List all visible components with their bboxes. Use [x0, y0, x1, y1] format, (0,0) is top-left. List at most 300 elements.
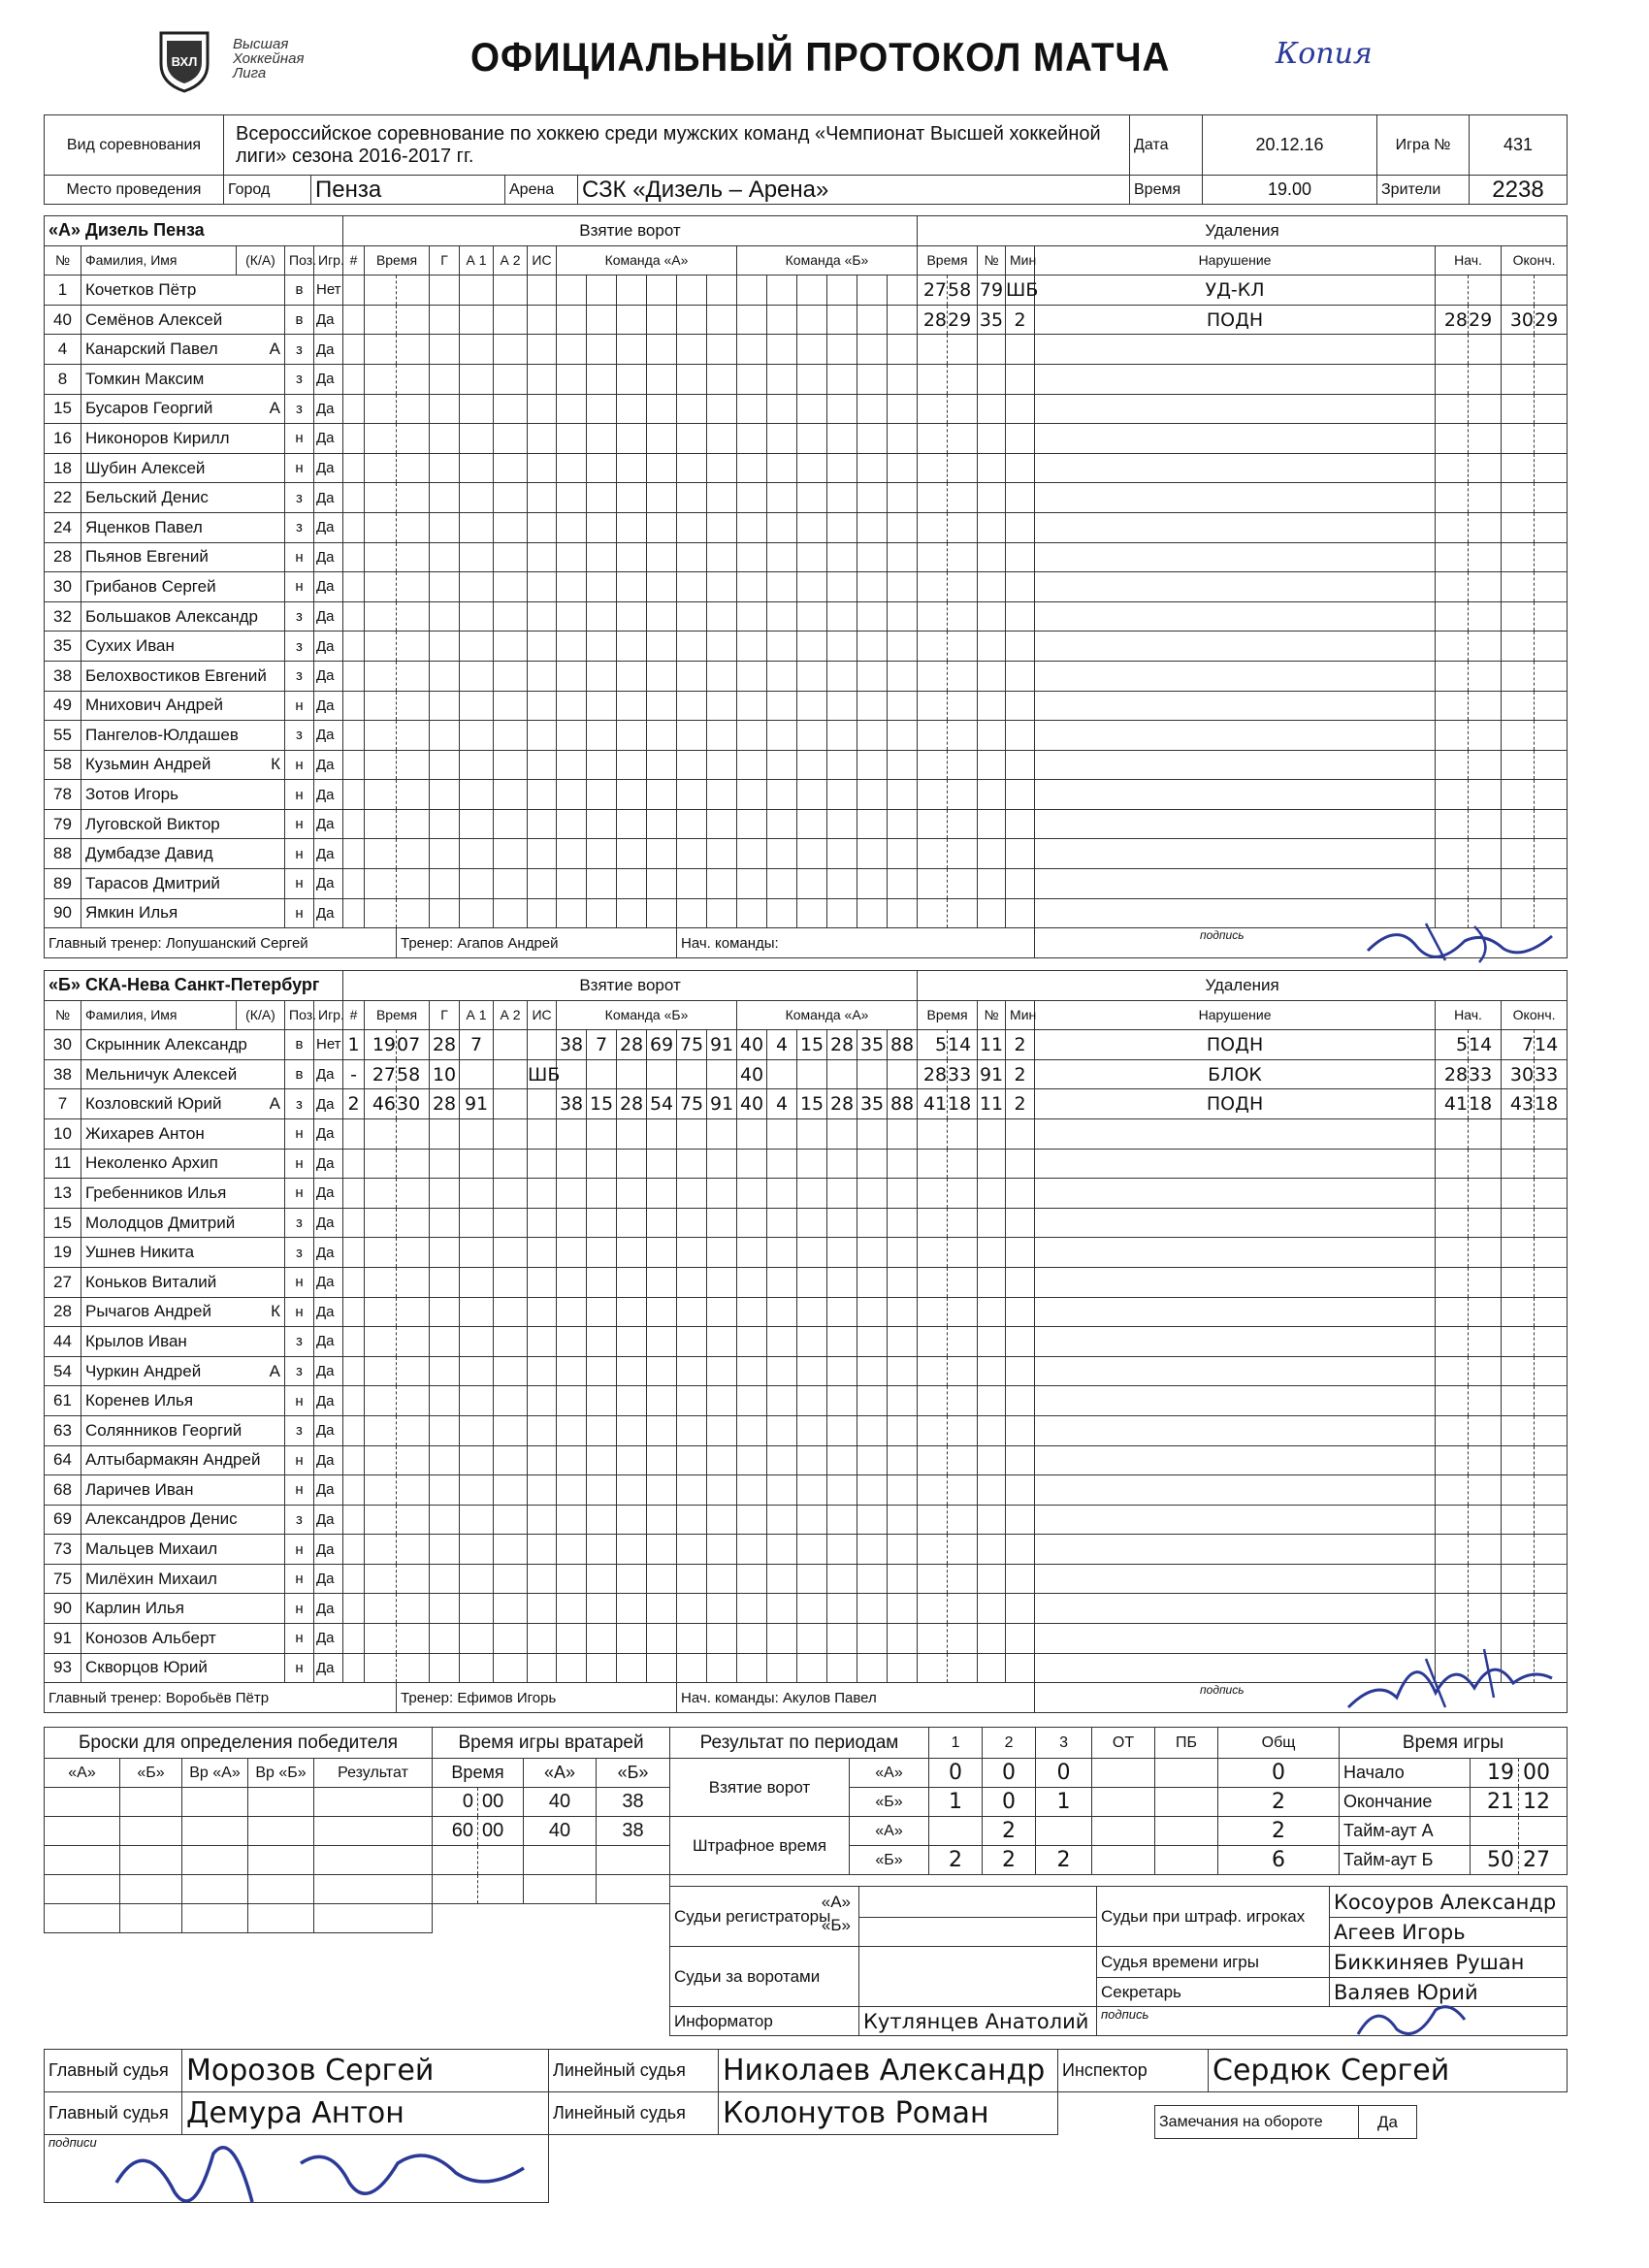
on-ice-opp-player: [857, 1059, 888, 1089]
on-ice-opp-player: [737, 780, 767, 810]
on-ice-opp-player: 35: [857, 1089, 888, 1119]
penalty-time-min: [918, 1386, 948, 1416]
on-ice-own-player: [557, 780, 587, 810]
player-number: 27: [45, 1267, 81, 1297]
arena-label: Арена: [505, 176, 578, 205]
goal-time-sec: 58: [397, 1059, 430, 1089]
on-ice-own-player: [617, 512, 647, 542]
team-b-signature: [1339, 1639, 1562, 1717]
on-ice-opp-player: [857, 1415, 888, 1445]
on-ice-own-player: [557, 661, 587, 691]
on-ice-own-player: [707, 364, 737, 394]
on-ice-own-player: [677, 1415, 707, 1445]
on-ice-opp-player: [827, 1505, 857, 1535]
goal-number: 1: [343, 1030, 365, 1060]
goals-title: Взятие ворот: [343, 216, 918, 246]
period-col: 2: [983, 1728, 1036, 1759]
on-ice-own-player: [617, 1267, 647, 1297]
on-ice-own-player: [647, 1327, 677, 1357]
penalty-minutes: [1006, 1594, 1035, 1624]
penalty-end-sec: [1535, 839, 1568, 869]
pen-min-header: Мин: [1006, 1000, 1035, 1030]
goal-time-min: [365, 1267, 397, 1297]
on-ice-opp-player: [767, 750, 797, 780]
penalty-time-sec: [948, 898, 978, 928]
player-row: [45, 364, 1568, 394]
city-label: Город: [224, 176, 311, 205]
on-ice-opp-player: [827, 632, 857, 662]
on-ice-own-player: [587, 1149, 617, 1179]
goal-assist-2: [494, 1149, 528, 1179]
player-name: Никоноров Кирилл: [81, 424, 237, 454]
penalty-end-sec: [1535, 1208, 1568, 1238]
penalty-start-min: [1436, 1238, 1469, 1268]
on-ice-own-player: [677, 661, 707, 691]
on-ice-own-player: [677, 512, 707, 542]
on-ice-opp-player: 88: [888, 1089, 918, 1119]
goal-time-min: [365, 542, 397, 572]
player-row: [45, 335, 1568, 365]
on-ice-opp-player: [888, 1327, 918, 1357]
penalty-start-sec: [1469, 1505, 1502, 1535]
goals-title: Взятие ворот: [343, 971, 918, 1001]
penalty-start-sec: [1469, 1356, 1502, 1386]
shootout-cell: [314, 1875, 433, 1904]
on-ice-own-player: [707, 750, 737, 780]
date-label: Дата: [1130, 115, 1203, 176]
penalty-time-min: 28: [918, 305, 948, 335]
pen-infraction-header: Нарушение: [1035, 245, 1436, 275]
player-played: Да: [314, 601, 343, 632]
penalty-infraction: [1035, 364, 1436, 394]
goal-assist-1: [460, 1386, 494, 1416]
goal-time-min: [365, 780, 397, 810]
player-number: 88: [45, 839, 81, 869]
goal-assist-1: [460, 632, 494, 662]
player-row: [45, 1208, 1568, 1238]
on-ice-opp-player: [737, 1208, 767, 1238]
goal-assist-1: [460, 1179, 494, 1209]
goal-number: [343, 691, 365, 721]
on-ice-own-player: [587, 305, 617, 335]
on-ice-own-player: [617, 1653, 647, 1683]
player-captaincy: [237, 1118, 285, 1149]
goal-situation: [528, 1297, 557, 1327]
penalty-minutes: [1006, 721, 1035, 751]
penalty-minutes: [1006, 394, 1035, 424]
penalty-infraction: [1035, 1297, 1436, 1327]
on-ice-own-player: [617, 1415, 647, 1445]
on-ice-opp-player: [888, 1653, 918, 1683]
penalty-time-sec: [948, 483, 978, 513]
player-number: 32: [45, 601, 81, 632]
goal-time-sec: 07: [397, 1030, 430, 1060]
on-ice-own-player: [647, 1059, 677, 1089]
penalty-start-min: [1436, 335, 1469, 365]
player-position: з: [285, 661, 314, 691]
goal-situation: [528, 335, 557, 365]
penalty-time-min: 27: [918, 275, 948, 306]
player-name: Алтыбармакян Андрей: [81, 1445, 237, 1475]
on-ice-opp-player: [797, 1386, 827, 1416]
goal-situation: [528, 809, 557, 839]
pim-a: 2: [983, 1817, 1036, 1846]
on-ice-own-player: [647, 275, 677, 306]
goal-assist-2: [494, 1356, 528, 1386]
goal-assist-1: 91: [460, 1089, 494, 1119]
goal-situation: [528, 275, 557, 306]
penalty-minutes: [1006, 1505, 1035, 1535]
on-ice-own-player: [677, 1179, 707, 1209]
penalty-time-sec: [948, 1535, 978, 1565]
penalty-minutes: 2: [1006, 305, 1035, 335]
player-name: Ушнев Никита: [81, 1238, 237, 1268]
head-coach-name: Лопушанский Сергей: [165, 934, 308, 952]
goal-time-sec: [397, 721, 430, 751]
goal-situation: [528, 1208, 557, 1238]
player-name: Александров Денис: [81, 1505, 237, 1535]
player-position: з: [285, 1208, 314, 1238]
penalty-minutes: [1006, 335, 1035, 365]
on-ice-own-player: [647, 1535, 677, 1565]
goal-number: [343, 572, 365, 602]
player-number: 15: [45, 1208, 81, 1238]
on-ice-opp-player: [827, 1059, 857, 1089]
player-position: з: [285, 483, 314, 513]
on-ice-own-player: [557, 424, 587, 454]
team-title: «А» Дизель Пенза: [45, 216, 343, 246]
goal-time-sec: [397, 1445, 430, 1475]
goal-situation: [528, 1564, 557, 1594]
on-ice-own-player: [587, 691, 617, 721]
goal-number: [343, 1624, 365, 1654]
team-chief-cell: [677, 928, 1035, 958]
goal-assist-2: [494, 453, 528, 483]
penalty-infraction: [1035, 1208, 1436, 1238]
on-ice-own-player: [677, 305, 707, 335]
player-position: з: [285, 1415, 314, 1445]
goal-situation: [528, 691, 557, 721]
goal-assist-2: [494, 661, 528, 691]
ka-header: (К/А): [237, 1000, 285, 1030]
on-ice-own-player: [677, 1118, 707, 1149]
on-ice-opp-player: [857, 572, 888, 602]
on-ice-opp-player: [857, 601, 888, 632]
time-value: 19.00: [1203, 176, 1377, 205]
penalty-player: [978, 898, 1006, 928]
on-ice-own-player: [587, 1238, 617, 1268]
line-referee-1: Николаев Александр: [719, 2050, 1058, 2092]
on-ice-own-player: [617, 335, 647, 365]
penalty-infraction: [1035, 335, 1436, 365]
goal-time-min: [365, 1445, 397, 1475]
penalty-start-min: [1436, 394, 1469, 424]
on-ice-opp-player: [888, 601, 918, 632]
goal-number: [343, 1505, 365, 1535]
on-ice-opp-player: [797, 898, 827, 928]
goal-scorer: [430, 661, 460, 691]
on-ice-opp-player: [737, 898, 767, 928]
team-b-table: [44, 970, 1568, 1713]
goalie-time-table: [432, 1727, 670, 1904]
penalty-end-sec: [1535, 632, 1568, 662]
shootout-cell: [120, 1904, 182, 1933]
penalty-player: [978, 1179, 1006, 1209]
goal-situation-header: ИС: [528, 245, 557, 275]
on-ice-opp-player: [827, 1594, 857, 1624]
shootout-title: Броски для определения победителя: [45, 1728, 433, 1759]
on-ice-own-player: [587, 1179, 617, 1209]
penalty-time-sec: [948, 1475, 978, 1506]
on-ice-own-player: [647, 305, 677, 335]
player-played: Да: [314, 512, 343, 542]
on-ice-opp-player: [827, 1386, 857, 1416]
on-ice-own-player: [557, 632, 587, 662]
on-ice-opp-player: [827, 1327, 857, 1357]
goal-assist-2: [494, 512, 528, 542]
goal-time-sec: [397, 1179, 430, 1209]
on-ice-own-player: [557, 1564, 587, 1594]
player-captaincy: [237, 1594, 285, 1624]
player-number: 28: [45, 542, 81, 572]
player-number: 10: [45, 1118, 81, 1149]
goal-assist-1: [460, 1118, 494, 1149]
penalty-end-sec: [1535, 1118, 1568, 1149]
secretary-signature: [1348, 1991, 1474, 2049]
copy-mark: Копия: [1276, 37, 1373, 71]
goal-scorer: [430, 1297, 460, 1327]
goal-time-sec: [397, 691, 430, 721]
on-ice-own-player: [647, 1179, 677, 1209]
on-ice-opp-player: [767, 721, 797, 751]
penalty-player: 91: [978, 1059, 1006, 1089]
on-ice-own-player: [707, 394, 737, 424]
time-label: Время: [1130, 176, 1203, 205]
on-ice-opp-player: [857, 1535, 888, 1565]
on-ice-own-player: [707, 869, 737, 899]
player-name: Томкин Максим: [81, 364, 237, 394]
penalty-start-min: [1436, 572, 1469, 602]
goal-assist-2: [494, 1386, 528, 1416]
goal-situation: [528, 1624, 557, 1654]
on-ice-own-player: 91: [707, 1030, 737, 1060]
on-ice-opp-player: [797, 572, 827, 602]
on-ice-own-player: [707, 721, 737, 751]
player-row: [45, 809, 1568, 839]
player-position: н: [285, 1118, 314, 1149]
shootout-cell: [45, 1817, 120, 1846]
goal-assist-2: [494, 1653, 528, 1683]
on-ice-own-player: [647, 335, 677, 365]
penalty-infraction: [1035, 750, 1436, 780]
goal-scorer: [430, 453, 460, 483]
on-ice-own-player: 38: [557, 1030, 587, 1060]
penalty-start-min: [1436, 1149, 1469, 1179]
goal-assist-1: [460, 572, 494, 602]
on-ice-opp-player: [797, 1179, 827, 1209]
goal-assist-1: [460, 750, 494, 780]
on-ice-own-player: [647, 1356, 677, 1386]
penalty-time-sec: 33: [948, 1059, 978, 1089]
on-ice-own-player: 75: [677, 1030, 707, 1060]
goal-time-sec: [397, 1415, 430, 1445]
goal-assist-2: [494, 1475, 528, 1506]
player-position: з: [285, 512, 314, 542]
player-name: Скворцов Юрий: [81, 1653, 237, 1683]
on-ice-opp-player: [767, 1624, 797, 1654]
penalty-time-sec: [948, 1624, 978, 1654]
penalty-end-sec: 18: [1535, 1089, 1568, 1119]
goal-assist-1: [460, 1327, 494, 1357]
on-ice-own-player: [707, 1059, 737, 1089]
on-ice-own-player: [707, 1535, 737, 1565]
pim-b: [1155, 1846, 1218, 1875]
player-captaincy: [237, 839, 285, 869]
penalty-player: [978, 335, 1006, 365]
penalty-end-min: [1502, 1297, 1535, 1327]
goal-time-min: [365, 512, 397, 542]
on-ice-own-player: [677, 453, 707, 483]
player-row: [45, 1475, 1568, 1506]
main-referee-1: Морозов Сергей: [182, 2050, 549, 2092]
on-ice-opp-player: [888, 1594, 918, 1624]
penalty-time-sec: [948, 1179, 978, 1209]
penalty-time-sec: [948, 601, 978, 632]
penalty-end-min: [1502, 1118, 1535, 1149]
penalty-time-min: [918, 1535, 948, 1565]
on-ice-opp-player: [767, 1653, 797, 1683]
on-ice-own-player: [617, 601, 647, 632]
goal-situation: [528, 721, 557, 751]
league-name: [233, 37, 304, 81]
goal-assist-1: [460, 869, 494, 899]
penalty-end-sec: [1535, 1179, 1568, 1209]
penalty-end-sec: [1535, 1445, 1568, 1475]
on-ice-opp-player: [888, 1624, 918, 1654]
on-ice-opp-player: [888, 898, 918, 928]
on-ice-own-player: [707, 1624, 737, 1654]
player-captaincy: А: [237, 335, 285, 365]
goalie-cell: [478, 1846, 524, 1875]
penalty-player: [978, 1356, 1006, 1386]
on-ice-opp-player: [797, 661, 827, 691]
on-ice-own-player: [677, 601, 707, 632]
player-position: з: [285, 1505, 314, 1535]
penalty-start-sec: [1469, 394, 1502, 424]
penalty-time-min: [918, 809, 948, 839]
player-name: Луговской Виктор: [81, 809, 237, 839]
player-row: [45, 1267, 1568, 1297]
goal-scorer: [430, 1208, 460, 1238]
on-ice-own-player: [587, 1327, 617, 1357]
penalty-end-sec: [1535, 1238, 1568, 1268]
on-ice-own-player: [677, 1356, 707, 1386]
penalty-time-sec: [948, 869, 978, 899]
goal-time-sec: [397, 898, 430, 928]
on-ice-own-player: [617, 424, 647, 454]
goal-scorer: [430, 1445, 460, 1475]
pen-end-header: Оконч.: [1502, 245, 1568, 275]
penalty-player: [978, 1238, 1006, 1268]
goal-time-min: [365, 1118, 397, 1149]
on-ice-own-player: [707, 1445, 737, 1475]
on-ice-opp-player: [737, 424, 767, 454]
goals-a: 0: [983, 1759, 1036, 1788]
player-name: Белохвостиков Евгений: [81, 661, 237, 691]
penalties-title: Удаления: [918, 971, 1568, 1001]
on-ice-own-player: [587, 1653, 617, 1683]
penalty-end-sec: [1535, 512, 1568, 542]
penalty-player: [978, 1208, 1006, 1238]
goal-assist-1: [460, 1415, 494, 1445]
goal-time-sec: [397, 661, 430, 691]
on-ice-own-header: Команда «А»: [557, 245, 737, 275]
shootout-cell: [45, 1904, 120, 1933]
goal-situation: [528, 483, 557, 513]
on-ice-opp-player: [857, 1297, 888, 1327]
goal-situation: [528, 1475, 557, 1506]
player-row: [45, 780, 1568, 810]
on-ice-opp-player: [797, 1594, 827, 1624]
on-ice-opp-player: [767, 305, 797, 335]
player-captaincy: К: [237, 750, 285, 780]
penalty-end-min: [1502, 750, 1535, 780]
penalty-player: [978, 1267, 1006, 1297]
on-ice-opp-player: [737, 661, 767, 691]
player-number: 55: [45, 721, 81, 751]
on-ice-own-player: [617, 1445, 647, 1475]
on-ice-own-player: [557, 898, 587, 928]
on-ice-opp-player: [888, 1118, 918, 1149]
penalty-player: [978, 1653, 1006, 1683]
goals-b: 1: [1036, 1788, 1092, 1817]
player-position: з: [285, 364, 314, 394]
penalty-player: [978, 1445, 1006, 1475]
player-name: Козловский Юрий: [81, 1089, 237, 1119]
on-ice-opp-player: [797, 275, 827, 306]
on-ice-opp-player: [857, 1386, 888, 1416]
on-ice-own-player: [677, 1624, 707, 1654]
on-ice-own-player: [707, 542, 737, 572]
player-position: н: [285, 1267, 314, 1297]
line-referee-2-label: Линейный судья: [549, 2092, 719, 2135]
goal-scorer: [430, 1179, 460, 1209]
pen-start-header: Нач.: [1436, 245, 1502, 275]
on-ice-opp-player: [737, 483, 767, 513]
on-ice-opp-player: [797, 512, 827, 542]
penalty-end-min: [1502, 1475, 1535, 1506]
goal-situation: [528, 1505, 557, 1535]
player-name: Скрынник Александр: [81, 1030, 237, 1060]
goal-scorer: 28: [430, 1030, 460, 1060]
goal-assist-2: [494, 1059, 528, 1089]
player-name: Ямкин Илья: [81, 898, 237, 928]
goal-number: [343, 453, 365, 483]
goal-situation: [528, 1535, 557, 1565]
on-ice-opp-player: [888, 1059, 918, 1089]
penalty-infraction: [1035, 453, 1436, 483]
on-ice-own-player: [677, 1327, 707, 1357]
player-name: Конозов Альберт: [81, 1624, 237, 1654]
player-row: [45, 1059, 1568, 1089]
penalty-player: 79: [978, 275, 1006, 306]
shootout-cell: [120, 1788, 182, 1817]
penalty-start-min: [1436, 1208, 1469, 1238]
player-position: н: [285, 1564, 314, 1594]
goal-time-sec: [397, 572, 430, 602]
penalty-minutes: [1006, 898, 1035, 928]
player-row: [45, 1356, 1568, 1386]
